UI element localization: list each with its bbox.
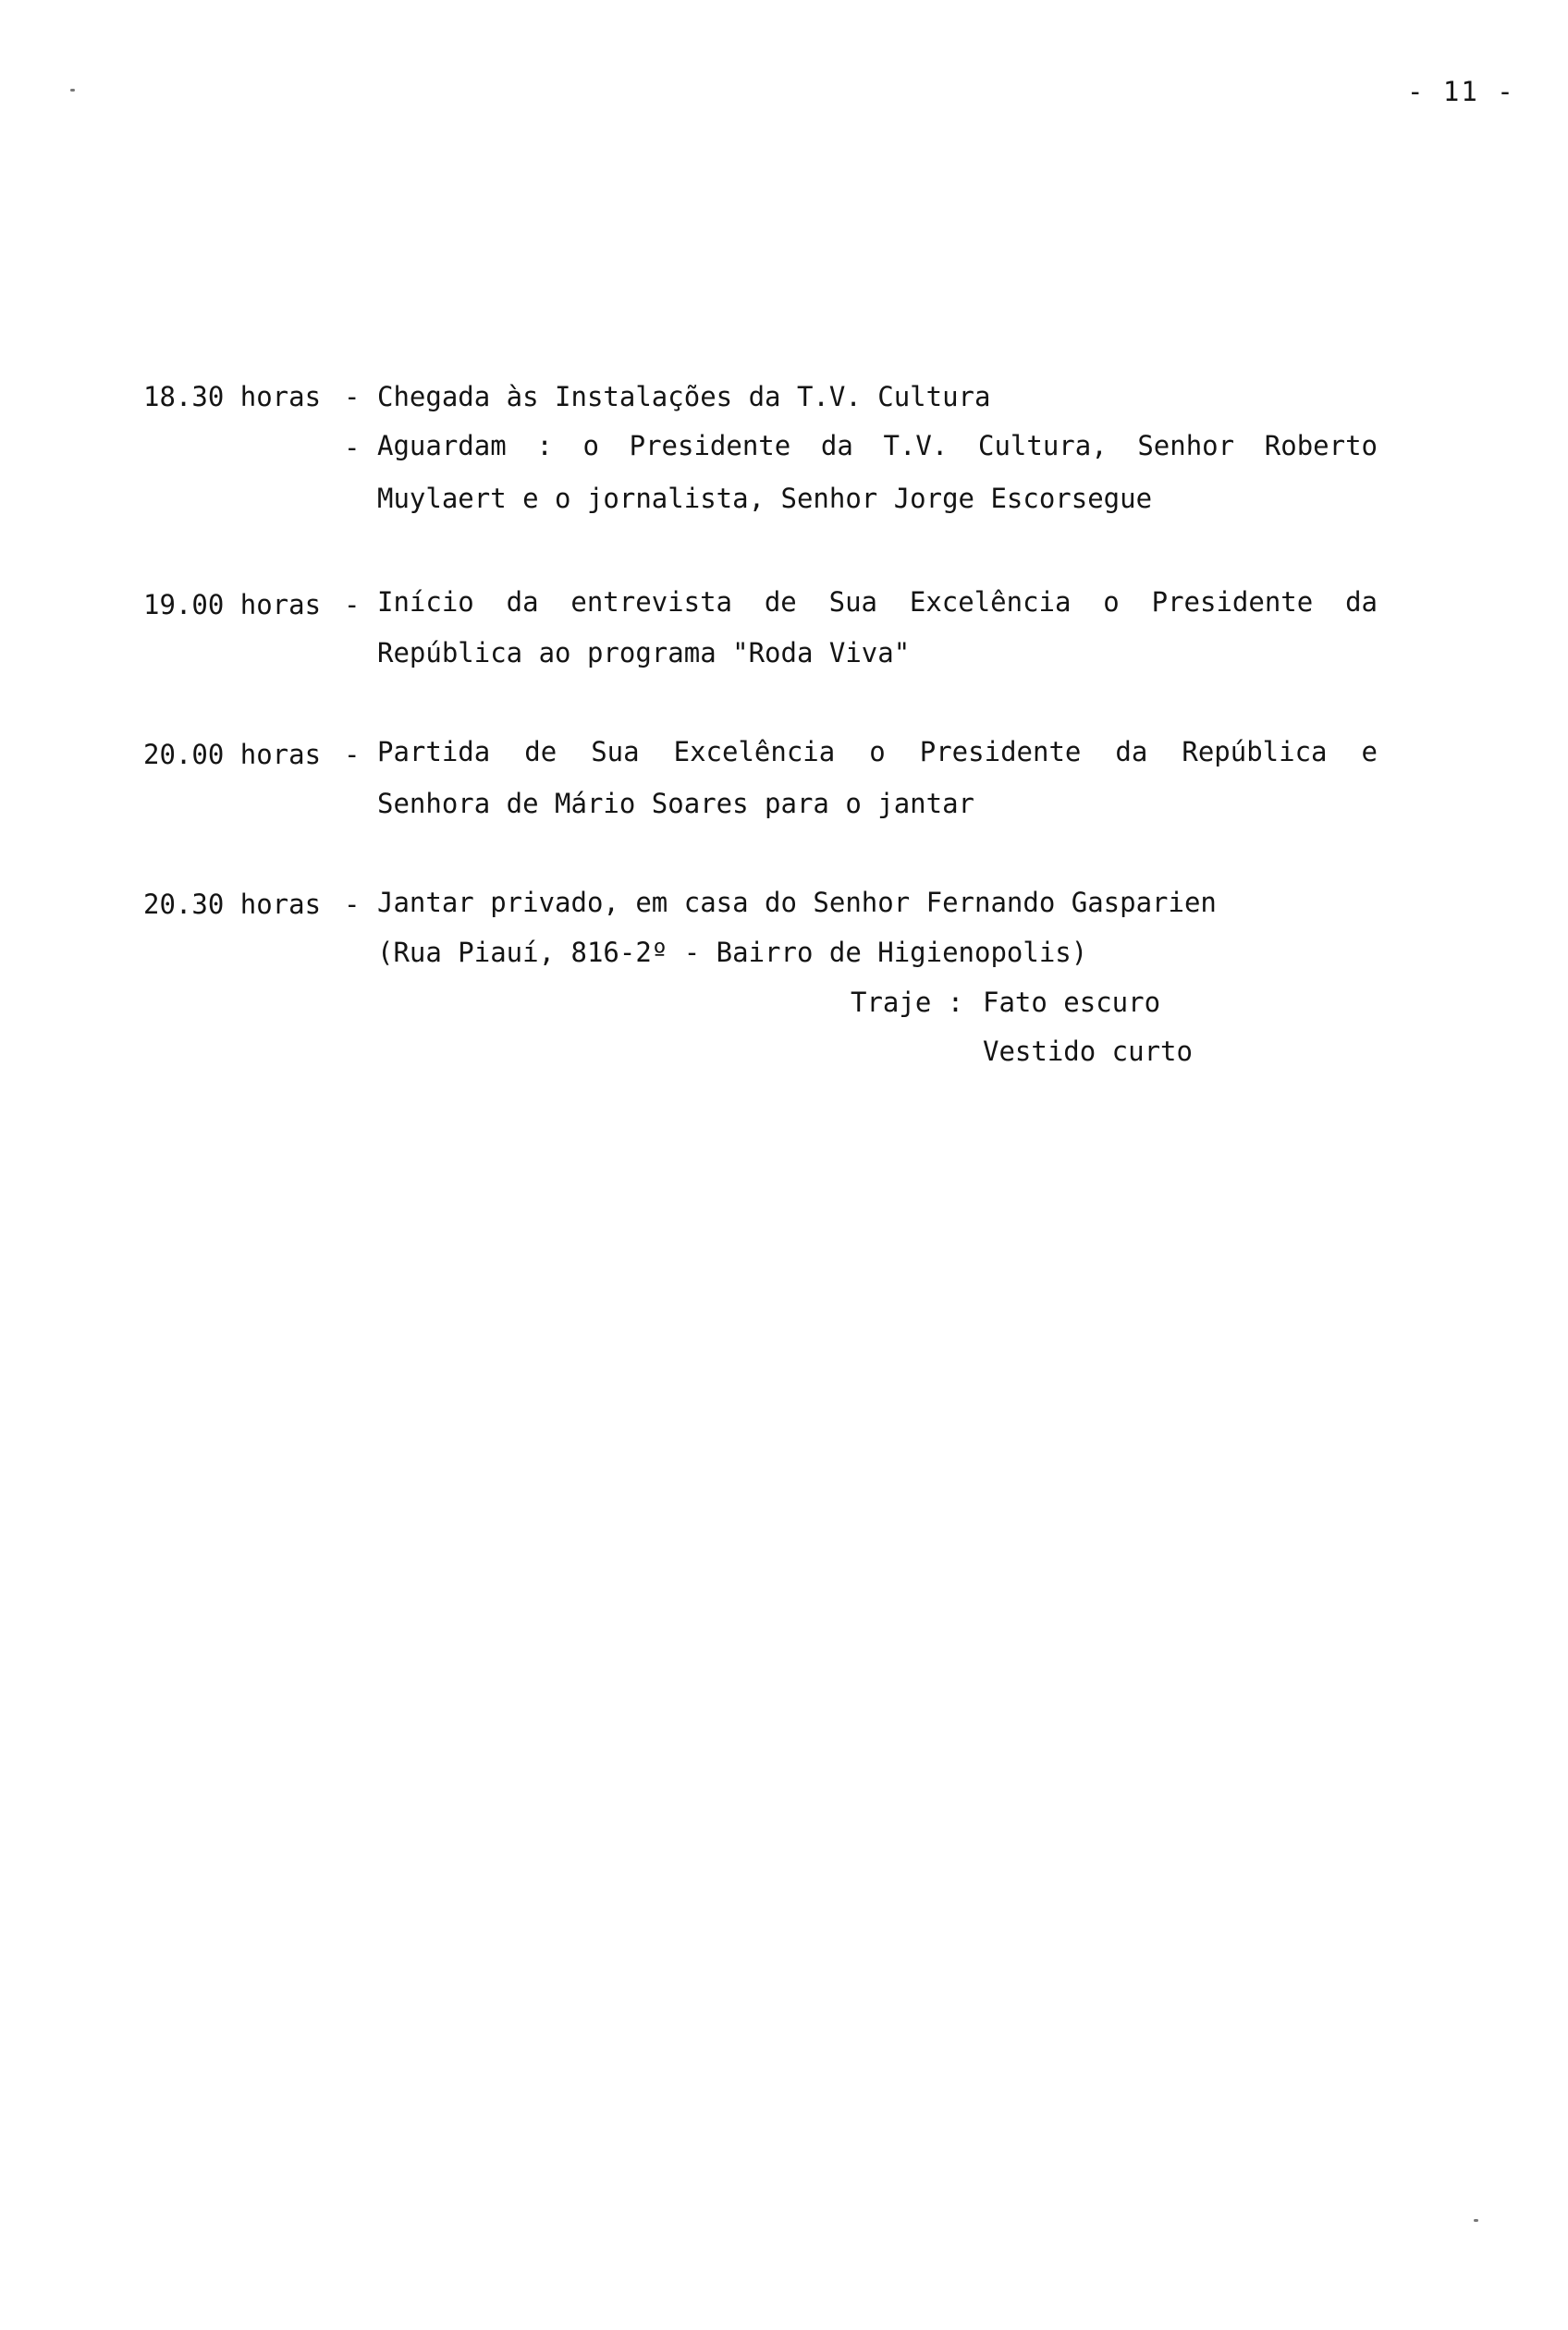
entry-time: 18.30 horas: [143, 381, 322, 412]
entry-text: Senhora de Mário Soares para o jantar: [377, 788, 975, 819]
scan-speck: [70, 89, 75, 92]
entry-dash: -: [344, 432, 361, 463]
dress-code-women: Vestido curto: [983, 1036, 1193, 1067]
entry-text: República ao programa "Roda Viva": [377, 637, 911, 668]
page-number: - 11 -: [1407, 76, 1515, 107]
entry-text: Aguardam : o Presidente da T.V. Cultura, Senhor Roberto: [377, 430, 1378, 461]
entry-time: 19.00 horas: [143, 589, 322, 620]
entry-text: Muylaert e o jornalista, Senhor Jorge Escorsegue: [377, 483, 1153, 514]
dress-code-label: Traje :: [851, 987, 964, 1018]
entry-text: Partida de Sua Excelência o Presidente da República e: [377, 736, 1378, 767]
entry-text: Chegada às Instalações da T.V. Cultura: [377, 381, 991, 412]
dress-code-men: Fato escuro: [983, 987, 1161, 1018]
entry-dash: -: [344, 889, 361, 920]
entry-text: Início da entrevista de Sua Excelência o Presidente da: [377, 586, 1378, 618]
entry-time: 20.30 horas: [143, 889, 322, 920]
entry-dash: -: [344, 381, 361, 412]
entry-dash: -: [344, 739, 361, 770]
entry-dash: -: [344, 589, 361, 620]
entry-text: (Rua Piauí, 816-2º - Bairro de Higienopolis): [377, 937, 1088, 968]
scan-speck: [1474, 2219, 1478, 2222]
entry-text: Jantar privado, em casa do Senhor Fernando Gasparien: [377, 887, 1217, 918]
entry-time: 20.00 horas: [143, 739, 322, 770]
